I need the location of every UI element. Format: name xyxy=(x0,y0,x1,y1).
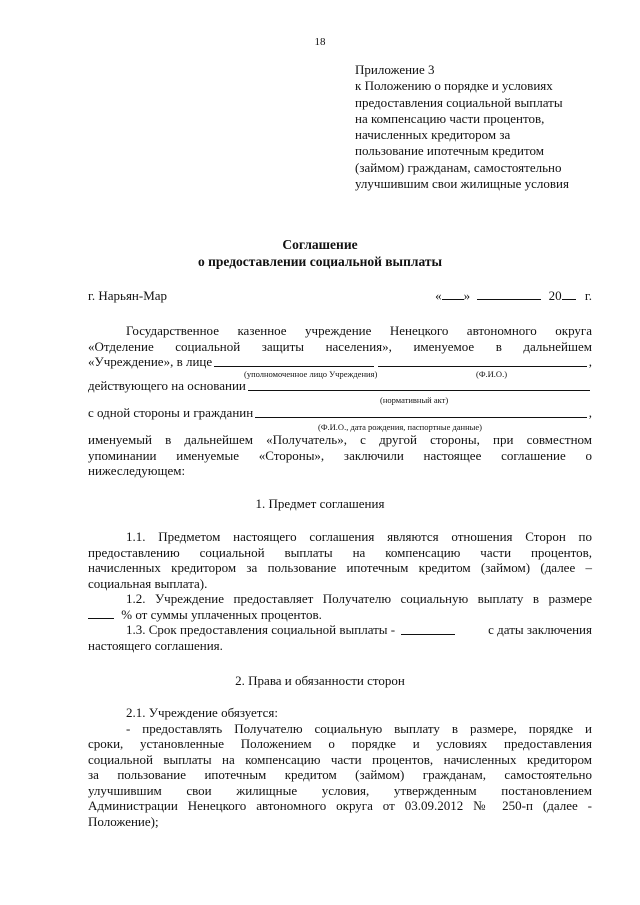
date-quote: » xyxy=(463,288,471,303)
place-text: г. Нарьян-Мар xyxy=(88,288,168,303)
document-subtitle: о предоставлении социальной выплаты xyxy=(197,254,443,269)
text-line: 2.1. Учреждение обязуется: xyxy=(126,705,278,720)
year-prefix: 20 xyxy=(548,288,562,303)
fio-blank xyxy=(378,366,587,367)
text-line: социальной выплаты на компенсацию части процентов, начисленных кредитором xyxy=(88,751,592,767)
representative-row: «Учреждение», в лице , xyxy=(88,354,592,369)
text-line: 1.1. Предметом настоящего соглашения являются отношения Сторон по xyxy=(126,529,592,544)
text-line: 1.3. Срок предоставления социальной выплаты - xyxy=(126,622,396,637)
citizen-row: с одной стороны и гражданин , xyxy=(88,405,592,420)
annex-line: (займом) гражданам, самостоятельно xyxy=(355,159,562,175)
text-line: с даты заключения xyxy=(488,622,592,637)
annex-line: на компенсацию части процентов, xyxy=(355,110,545,126)
basis-row xyxy=(88,378,592,394)
date-quote: « xyxy=(435,288,442,303)
text-line: настоящего соглашения. xyxy=(88,637,223,653)
intro-continuation xyxy=(88,432,592,479)
date-field xyxy=(435,288,592,304)
text-line: упоминании именуемые «Стороны», заключили настоящее соглашение о xyxy=(88,447,592,463)
document-title: Соглашение xyxy=(282,237,358,252)
section-2-body xyxy=(88,705,592,829)
citizen-blank xyxy=(255,417,587,418)
day-blank xyxy=(442,288,464,300)
text-line: «Учреждение», в лице xyxy=(88,354,213,369)
text-line: 1.2. Учреждение предоставляет Получателю социальную выплату в размере xyxy=(126,591,592,606)
year-blank xyxy=(562,288,576,300)
annex-line: предоставления социальной выплаты xyxy=(355,94,563,110)
month-blank xyxy=(477,288,541,300)
place-date-row xyxy=(88,288,592,304)
page-number: 18 xyxy=(314,36,326,48)
citizen-row-wrap xyxy=(88,405,592,421)
percent-blank xyxy=(88,607,114,619)
section-heading-2: 2. Права и обязанности сторон xyxy=(235,673,405,688)
caption-fio: (Ф.И.О.) xyxy=(476,369,508,379)
text-line: именуемый в дальнейшем «Получатель», с другой стороны, при совместном xyxy=(88,432,592,447)
section-heading-1: 1. Предмет соглашения xyxy=(255,496,385,511)
percent-row xyxy=(88,607,592,623)
text-line: социальная выплата). xyxy=(88,575,208,591)
text-line: Администрации Ненецкого автономного округа от 03.09.2012 № 250-п (далее - xyxy=(88,798,592,813)
annex-line: улучшившим свои жилищные условия xyxy=(355,176,569,192)
text-line: начисленных кредитором за пользование ипотечным кредитом (займом) (далее – xyxy=(88,560,592,575)
basis-row-wrap xyxy=(88,378,592,394)
authorized-blank xyxy=(214,366,374,367)
intro-paragraph xyxy=(88,323,592,370)
caption-authorized: (уполномоченное лицо Учреждения) xyxy=(244,369,378,379)
text-line: Государственное казенное учреждение Ненецкого автономного округа xyxy=(126,323,592,338)
caption-act: (нормативный акт) xyxy=(380,395,449,405)
annex-line: к Положению о порядке и условиях xyxy=(355,78,553,94)
term-row xyxy=(88,622,592,638)
text-line: сроки, установленные Положением о порядке и условиях предоставления xyxy=(88,736,592,751)
term-blank xyxy=(401,623,455,635)
annex-line: Приложение 3 xyxy=(355,62,435,77)
text-line: предоставлению социальной выплаты на компенсацию части процентов, xyxy=(88,544,592,560)
act-blank xyxy=(248,390,590,391)
text-line: действующего на основании xyxy=(88,378,246,393)
caption-citizen: (Ф.И.О., дата рождения, паспортные данные) xyxy=(318,422,482,432)
section-1-body xyxy=(88,529,592,653)
text-line: Положение); xyxy=(88,813,159,829)
annex-line: пользование ипотечным кредитом xyxy=(355,143,544,159)
annex-line: начисленных кредитором за xyxy=(355,127,511,143)
text-line: - предоставлять Получателю социальную выплату в размере, порядке и xyxy=(126,720,592,736)
annex-header xyxy=(355,62,625,192)
text-line: улучшившим свои жилищные условия, утвержденным постановлением xyxy=(88,782,592,798)
text-line: с одной стороны и гражданин xyxy=(88,405,254,420)
text-line: нижеследующем: xyxy=(88,463,186,478)
text-line: за пользование ипотечным кредитом (займом) гражданам, самостоятельно xyxy=(88,767,592,782)
text-line: % от суммы уплаченных процентов. xyxy=(121,606,322,622)
text-line: «Отделение социальной защиты населения», именуемое в дальнейшем xyxy=(88,338,592,354)
date-suffix: г. xyxy=(584,288,592,303)
